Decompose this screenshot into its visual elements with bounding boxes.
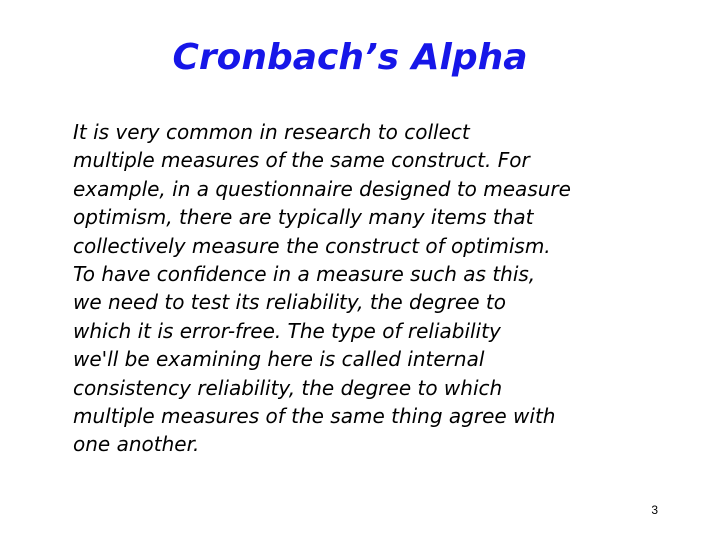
page-number: 3 xyxy=(651,503,658,517)
body-paragraph: It is very common in research to collect multiple measures of the same construct. For example, in a questionnaire designed to measure optimism, there are typically many items that collectively measure the construct of optimism. To have confidence in a measure such as this, we need to test its reliability, the degree to which it is error-free. The type of reliability we'll be examining here is called internal consistency reliability, the degree to which multiple measures of the same thing agree with one another. xyxy=(73,120,571,457)
slide-title: Cronbach’s Alpha xyxy=(172,37,528,78)
